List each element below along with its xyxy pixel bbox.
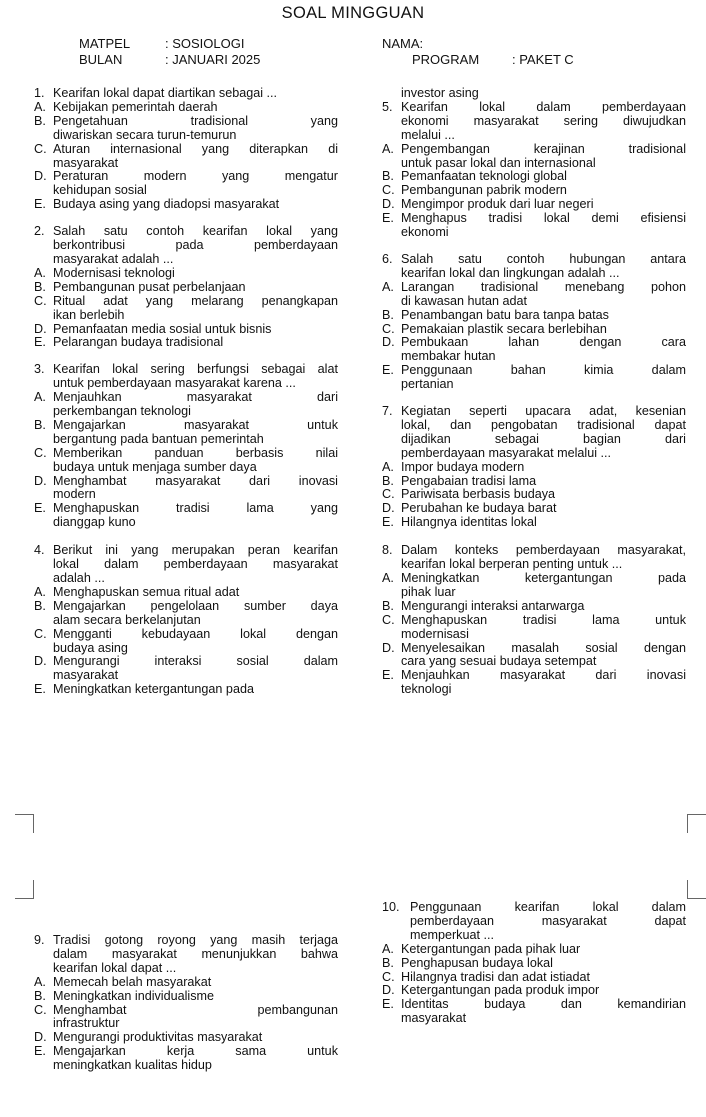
option-text-line: Menghapuskan semua ritual adat — [53, 584, 240, 599]
bulan-label: BULAN — [79, 52, 123, 67]
question-text-line: kearifan lokal dan lingkungan adalah ... — [401, 265, 620, 280]
option-text-line: Identitas budaya dan kemandirian — [401, 997, 686, 1012]
page-title: SOAL MINGGUAN — [281, 4, 425, 22]
option-text-line: Meningkatkan individualisme — [53, 988, 215, 1003]
question-text-line: dijadikan sebagai bagian dari — [401, 431, 686, 446]
question-number: 6. — [382, 251, 393, 266]
question-text-line: berkontribusi pada pemberdayaan — [53, 238, 338, 253]
option-letter: A. — [34, 265, 46, 280]
option-text-line: budaya asing — [53, 640, 128, 655]
right-column — [382, 87, 686, 697]
answer-option[interactable] — [34, 419, 338, 447]
question-text-line: masyarakat adalah ... — [53, 251, 174, 266]
option-text-line: Menghambat pembangunan — [53, 1002, 338, 1017]
option-text-line: Hilangnya identitas lokal — [401, 515, 537, 530]
question-text-line: Salah satu contoh kearifan lokal yang — [53, 224, 338, 239]
option-text-line: ikan berlebih — [53, 307, 125, 322]
answer-option[interactable] — [382, 309, 686, 323]
question-1 — [34, 87, 338, 212]
answer-option[interactable] — [34, 295, 338, 323]
option-text-line: modern — [53, 487, 96, 502]
option-letter: C. — [34, 141, 47, 156]
question-text-line: Tradisi gotong royong yang masih terjaga — [53, 933, 338, 947]
option-text-line: Pemanfaatan teknologi global — [401, 169, 567, 184]
option-letter: E. — [34, 682, 46, 697]
question-4-continuation — [382, 87, 686, 101]
question-text-line: Salah satu contoh hubungan antara — [401, 251, 686, 266]
option-text-line: Pelarangan budaya tradisional — [53, 335, 224, 350]
option-letter: B. — [382, 169, 394, 184]
answer-option[interactable] — [382, 461, 686, 475]
question-number: 10. — [382, 900, 400, 914]
question-3 — [34, 363, 338, 530]
option-text-line: Penambangan batu bara tanpa batas — [401, 307, 609, 322]
option-text-line: Pembukaan lahan dengan cara — [401, 335, 686, 350]
option-text-line: Aturan internasional yang diterapkan di — [53, 141, 338, 156]
question-text-line: pemberdayaan masyarakat melalui ... — [401, 445, 611, 460]
answer-option[interactable] — [34, 143, 338, 171]
answer-option[interactable] — [382, 364, 686, 392]
option-letter: B. — [34, 279, 46, 294]
answer-option[interactable] — [382, 488, 686, 502]
answer-option[interactable] — [382, 957, 686, 971]
option-letter: B. — [34, 988, 46, 1003]
option-text-line: Menghapus tradisi lokal demi efisiensi — [401, 211, 686, 226]
option-text-line: Impor budaya modern — [401, 459, 525, 474]
question-text-line: Kearifan lokal dapat diartikan sebagai ... — [53, 86, 278, 100]
option-text-line: pihak luar — [401, 584, 456, 599]
answer-option[interactable] — [34, 101, 338, 115]
option-letter: C. — [382, 487, 395, 502]
answer-option[interactable] — [382, 281, 686, 309]
answer-option[interactable] — [34, 502, 338, 530]
option-letter: D. — [382, 335, 395, 350]
crop-mark-bottom-right — [687, 880, 706, 899]
answer-option[interactable] — [382, 143, 686, 171]
option-letter: E. — [382, 515, 394, 530]
program-label: PROGRAM — [412, 52, 480, 67]
option-text-line: alam secara berkelanjutan — [53, 612, 201, 627]
question-7 — [382, 405, 686, 530]
question-6 — [382, 253, 686, 392]
option-text-line: kehidupan sosial — [53, 183, 147, 198]
answer-option[interactable] — [34, 600, 338, 628]
option-letter: A. — [382, 459, 394, 474]
option-text-line: Menjauhkan masyarakat dari — [53, 390, 338, 405]
option-letter: B. — [382, 473, 394, 488]
question-text-line: Kearifan lokal sering berfungsi sebagai alat — [53, 362, 338, 377]
option-text-line: Ritual adat yang melarang penangkapan — [53, 293, 338, 308]
option-text-line: masyarakat — [53, 155, 119, 170]
option-letter: C. — [382, 969, 395, 984]
question-text-line: ekonomi masyarakat sering diwujudkan — [401, 113, 686, 128]
answer-option[interactable] — [382, 943, 686, 957]
option-text-line: meningkatkan kualitas hidup — [53, 1058, 212, 1073]
option-letter: A. — [382, 571, 394, 585]
option-text-line: Hilangnya tradisi dan adat istiadat — [401, 969, 591, 984]
option-letter: B. — [382, 955, 394, 970]
option-letter: E. — [382, 363, 394, 378]
option-letter: E. — [34, 335, 46, 350]
answer-option[interactable] — [382, 614, 686, 642]
option-text-line: infrastruktur — [53, 1016, 120, 1031]
question-number: 1. — [34, 86, 45, 100]
answer-option[interactable] — [34, 170, 338, 198]
option-letter: D. — [34, 473, 47, 488]
question-text-line: Kearifan lokal dalam pemberdayaan — [401, 99, 686, 114]
option-letter: C. — [34, 293, 47, 308]
question-9 — [34, 934, 338, 1073]
option-text-line: Modernisasi teknologi — [53, 265, 175, 280]
option-text-line: Mengganti kebudayaan lokal dengan — [53, 626, 338, 641]
option-text-line: pertanian — [401, 377, 454, 392]
option-text-line: Pemanfaatan media sosial untuk bisnis — [53, 321, 272, 336]
option-letter: E. — [382, 211, 394, 226]
answer-option[interactable] — [34, 655, 338, 683]
option-letter: B. — [34, 417, 46, 432]
option-letter: D. — [34, 321, 47, 336]
option-text-line: Memberikan panduan berbasis nilai — [53, 445, 338, 460]
option-letter: E. — [34, 197, 46, 212]
option-letter: E. — [34, 1044, 46, 1059]
answer-option[interactable] — [382, 984, 686, 998]
answer-option[interactable] — [34, 628, 338, 656]
nama-label: NAMA: — [382, 36, 424, 51]
answer-option[interactable] — [34, 447, 338, 475]
answer-option[interactable] — [34, 267, 338, 281]
option-letter: B. — [382, 307, 394, 322]
option-letter: A. — [34, 99, 46, 114]
option-text-line: Kebijakan pemerintah daerah — [53, 99, 218, 114]
answer-option[interactable] — [382, 971, 686, 985]
bulan-value: : JANUARI 2025 — [165, 52, 261, 67]
option-text-line: bergantung pada bantuan pemerintah — [53, 431, 264, 446]
option-text-line: Perubahan ke budaya barat — [401, 501, 557, 516]
program-value: : PAKET C — [512, 52, 574, 67]
answer-option[interactable] — [382, 998, 686, 1026]
option-text-line: ekonomi — [401, 225, 449, 240]
option-letter: C. — [382, 183, 395, 198]
option-text-line: Pembangunan pusat perbelanjaan — [53, 279, 246, 294]
answer-option[interactable] — [34, 1031, 338, 1045]
answer-option[interactable] — [34, 1045, 338, 1073]
answer-option[interactable] — [34, 976, 338, 990]
answer-option[interactable] — [382, 572, 686, 600]
question-number: 7. — [382, 404, 393, 419]
bottom-left-column — [34, 934, 338, 1073]
option-letter: D. — [382, 640, 395, 655]
answer-option[interactable] — [34, 391, 338, 419]
question-text-line: dalam masyarakat menunjukkan bahwa — [53, 946, 338, 961]
option-text-line: Penghapusan budaya lokal — [401, 955, 553, 970]
option-text-line: masyarakat — [53, 668, 119, 683]
option-text-line: modernisasi — [401, 626, 469, 641]
crop-mark-top-left — [15, 814, 34, 833]
option-text-line: diwariskan secara turun-temurun — [53, 127, 237, 142]
question-10 — [382, 901, 686, 1026]
matpel-value: : SOSIOLOGI — [165, 36, 245, 51]
option-text-line: teknologi — [401, 682, 452, 697]
question-text-line: Dalam konteks pemberdayaan masyarakat, — [401, 543, 686, 558]
answer-option[interactable] — [382, 516, 686, 530]
option-letter: D. — [382, 983, 395, 998]
option-letter: C. — [382, 612, 395, 627]
question-8 — [382, 544, 686, 697]
question-text-line: Berikut ini yang merupakan peran kearifan — [53, 543, 338, 558]
option-text-line: Menjauhkan masyarakat dari inovasi — [401, 668, 686, 683]
answer-option[interactable] — [382, 475, 686, 489]
q4-cont-line: investor asing — [401, 86, 479, 100]
option-letter: A. — [34, 390, 46, 405]
option-text-line: Pariwisata berbasis budaya — [401, 487, 556, 502]
option-text-line: Mengimpor produk dari luar negeri — [401, 197, 594, 212]
option-text-line: Penggunaan bahan kimia dalam — [401, 363, 686, 378]
option-text-line: Ketergantungan pada pihak luar — [401, 941, 581, 956]
answer-option[interactable] — [382, 170, 686, 184]
option-letter: E. — [382, 668, 394, 683]
question-number: 2. — [34, 224, 45, 239]
option-text-line: Peraturan modern yang mengatur — [53, 169, 338, 184]
option-letter: B. — [34, 113, 46, 128]
matpel-label: MATPEL — [79, 36, 131, 51]
question-number: 4. — [34, 543, 45, 558]
option-text-line: Ketergantungan pada produk impor — [401, 983, 600, 998]
answer-option[interactable] — [34, 198, 338, 212]
bottom-right-column — [382, 901, 686, 1026]
option-letter: A. — [382, 941, 394, 956]
option-text-line: Menghapuskan tradisi lama untuk — [401, 612, 686, 627]
option-letter: B. — [34, 598, 46, 613]
option-text-line: Pengembangan kerajinan tradisional — [401, 141, 686, 156]
option-text-line: Budaya asing yang diadopsi masyarakat — [53, 197, 280, 212]
option-text-line: Menghapuskan tradisi lama yang — [53, 501, 338, 516]
question-text-line: Penggunaan kearifan lokal dalam — [410, 900, 686, 914]
option-letter: C. — [34, 626, 47, 641]
option-text-line: Meningkatkan ketergantungan pada — [401, 571, 686, 585]
option-letter: D. — [34, 1030, 47, 1045]
option-letter: C. — [34, 445, 47, 460]
option-letter: C. — [34, 1002, 47, 1017]
question-text-line: lokal, dan pengobatan tradisional dapat — [401, 417, 686, 432]
question-text-line: adalah ... — [53, 571, 105, 585]
option-letter: B. — [382, 598, 394, 613]
option-letter: A. — [34, 974, 46, 989]
crop-mark-top-right — [687, 814, 706, 833]
crop-mark-bottom-left — [15, 880, 34, 899]
question-text-line: kearifan lokal berperan penting untuk ... — [401, 557, 623, 572]
answer-option[interactable] — [34, 323, 338, 337]
question-text-line: melalui ... — [401, 127, 455, 142]
question-text-line: untuk pemberdayaan masyarakat karena ... — [53, 376, 296, 391]
option-letter: E. — [382, 997, 394, 1012]
option-text-line: budaya untuk menjaga sumber daya — [53, 459, 257, 474]
question-text-line: pemberdayaan masyarakat dapat — [410, 913, 686, 928]
option-letter: D. — [34, 169, 47, 184]
answer-option[interactable] — [382, 642, 686, 670]
answer-option[interactable] — [34, 336, 338, 350]
answer-option[interactable] — [382, 184, 686, 198]
option-text-line: Pemakaian plastik secara berlebihan — [401, 321, 607, 336]
answer-option[interactable] — [34, 115, 338, 143]
option-text-line: Memecah belah masyarakat — [53, 974, 212, 989]
option-text-line: Menghambat masyarakat dari inovasi — [53, 473, 338, 488]
option-text-line: Meningkatkan ketergantungan pada — [53, 682, 254, 697]
answer-option[interactable] — [34, 1004, 338, 1032]
question-text-line: memperkuat ... — [410, 927, 494, 942]
option-text-line: cara yang sesuai budaya setempat — [401, 654, 597, 669]
option-letter: D. — [34, 654, 47, 669]
option-text-line: Menyelesaikan masalah sosial dengan — [401, 640, 686, 655]
question-number: 9. — [34, 933, 45, 947]
answer-option[interactable] — [34, 990, 338, 1004]
option-text-line: Mengurangi interaksi antarwarga — [401, 598, 585, 613]
option-letter: A. — [382, 141, 394, 156]
answer-option[interactable] — [382, 323, 686, 337]
option-text-line: Pembangunan pabrik modern — [401, 183, 567, 198]
question-text-line: lokal dalam pemberdayaan masyarakat — [53, 557, 338, 572]
answer-option[interactable] — [34, 281, 338, 295]
answer-option[interactable] — [382, 336, 686, 364]
question-number: 3. — [34, 362, 45, 377]
option-text-line: Pengabaian tradisi lama — [401, 473, 537, 488]
question-number: 8. — [382, 543, 393, 558]
question-2 — [34, 225, 338, 350]
option-text-line: Mengajarkan kerja sama untuk — [53, 1044, 338, 1059]
question-text-line: Kegiatan seperti upacara adat, kesenian — [401, 404, 686, 419]
option-text-line: di kawasan hutan adat — [401, 293, 528, 308]
answer-option[interactable] — [382, 669, 686, 697]
answer-option[interactable] — [382, 198, 686, 212]
option-letter: D. — [382, 501, 395, 516]
question-text-line: kearifan lokal dapat ... — [53, 960, 177, 975]
option-text-line: Mengurangi interaksi sosial dalam — [53, 654, 338, 669]
option-text-line: masyarakat — [401, 1011, 467, 1026]
option-letter: A. — [34, 584, 46, 599]
option-text-line: Larangan tradisional menebang pohon — [401, 279, 686, 294]
option-letter: E. — [34, 501, 46, 516]
option-text-line: untuk pasar lokal dan internasional — [401, 155, 596, 170]
option-letter: A. — [382, 279, 394, 294]
answer-option[interactable] — [382, 212, 686, 240]
option-text-line: Mengajarkan pengelolaan sumber daya — [53, 598, 338, 613]
answer-option[interactable] — [34, 586, 338, 600]
option-text-line: dianggap kuno — [53, 515, 136, 530]
option-letter: D. — [382, 197, 395, 212]
answer-option[interactable] — [34, 683, 338, 697]
left-column — [34, 87, 338, 697]
answer-option[interactable] — [382, 600, 686, 614]
question-number: 5. — [382, 99, 393, 114]
option-text-line: membakar hutan — [401, 349, 496, 364]
answer-option[interactable] — [34, 475, 338, 503]
option-letter: C. — [382, 321, 395, 336]
option-text-line: perkembangan teknologi — [53, 404, 191, 419]
answer-option[interactable] — [382, 502, 686, 516]
option-text-line: Mengajarkan masyarakat untuk — [53, 417, 338, 432]
option-text-line: Pengetahuan tradisional yang — [53, 113, 338, 128]
question-5 — [382, 101, 686, 240]
option-text-line: Mengurangi produktivitas masyarakat — [53, 1030, 263, 1045]
question-4 — [34, 544, 338, 697]
